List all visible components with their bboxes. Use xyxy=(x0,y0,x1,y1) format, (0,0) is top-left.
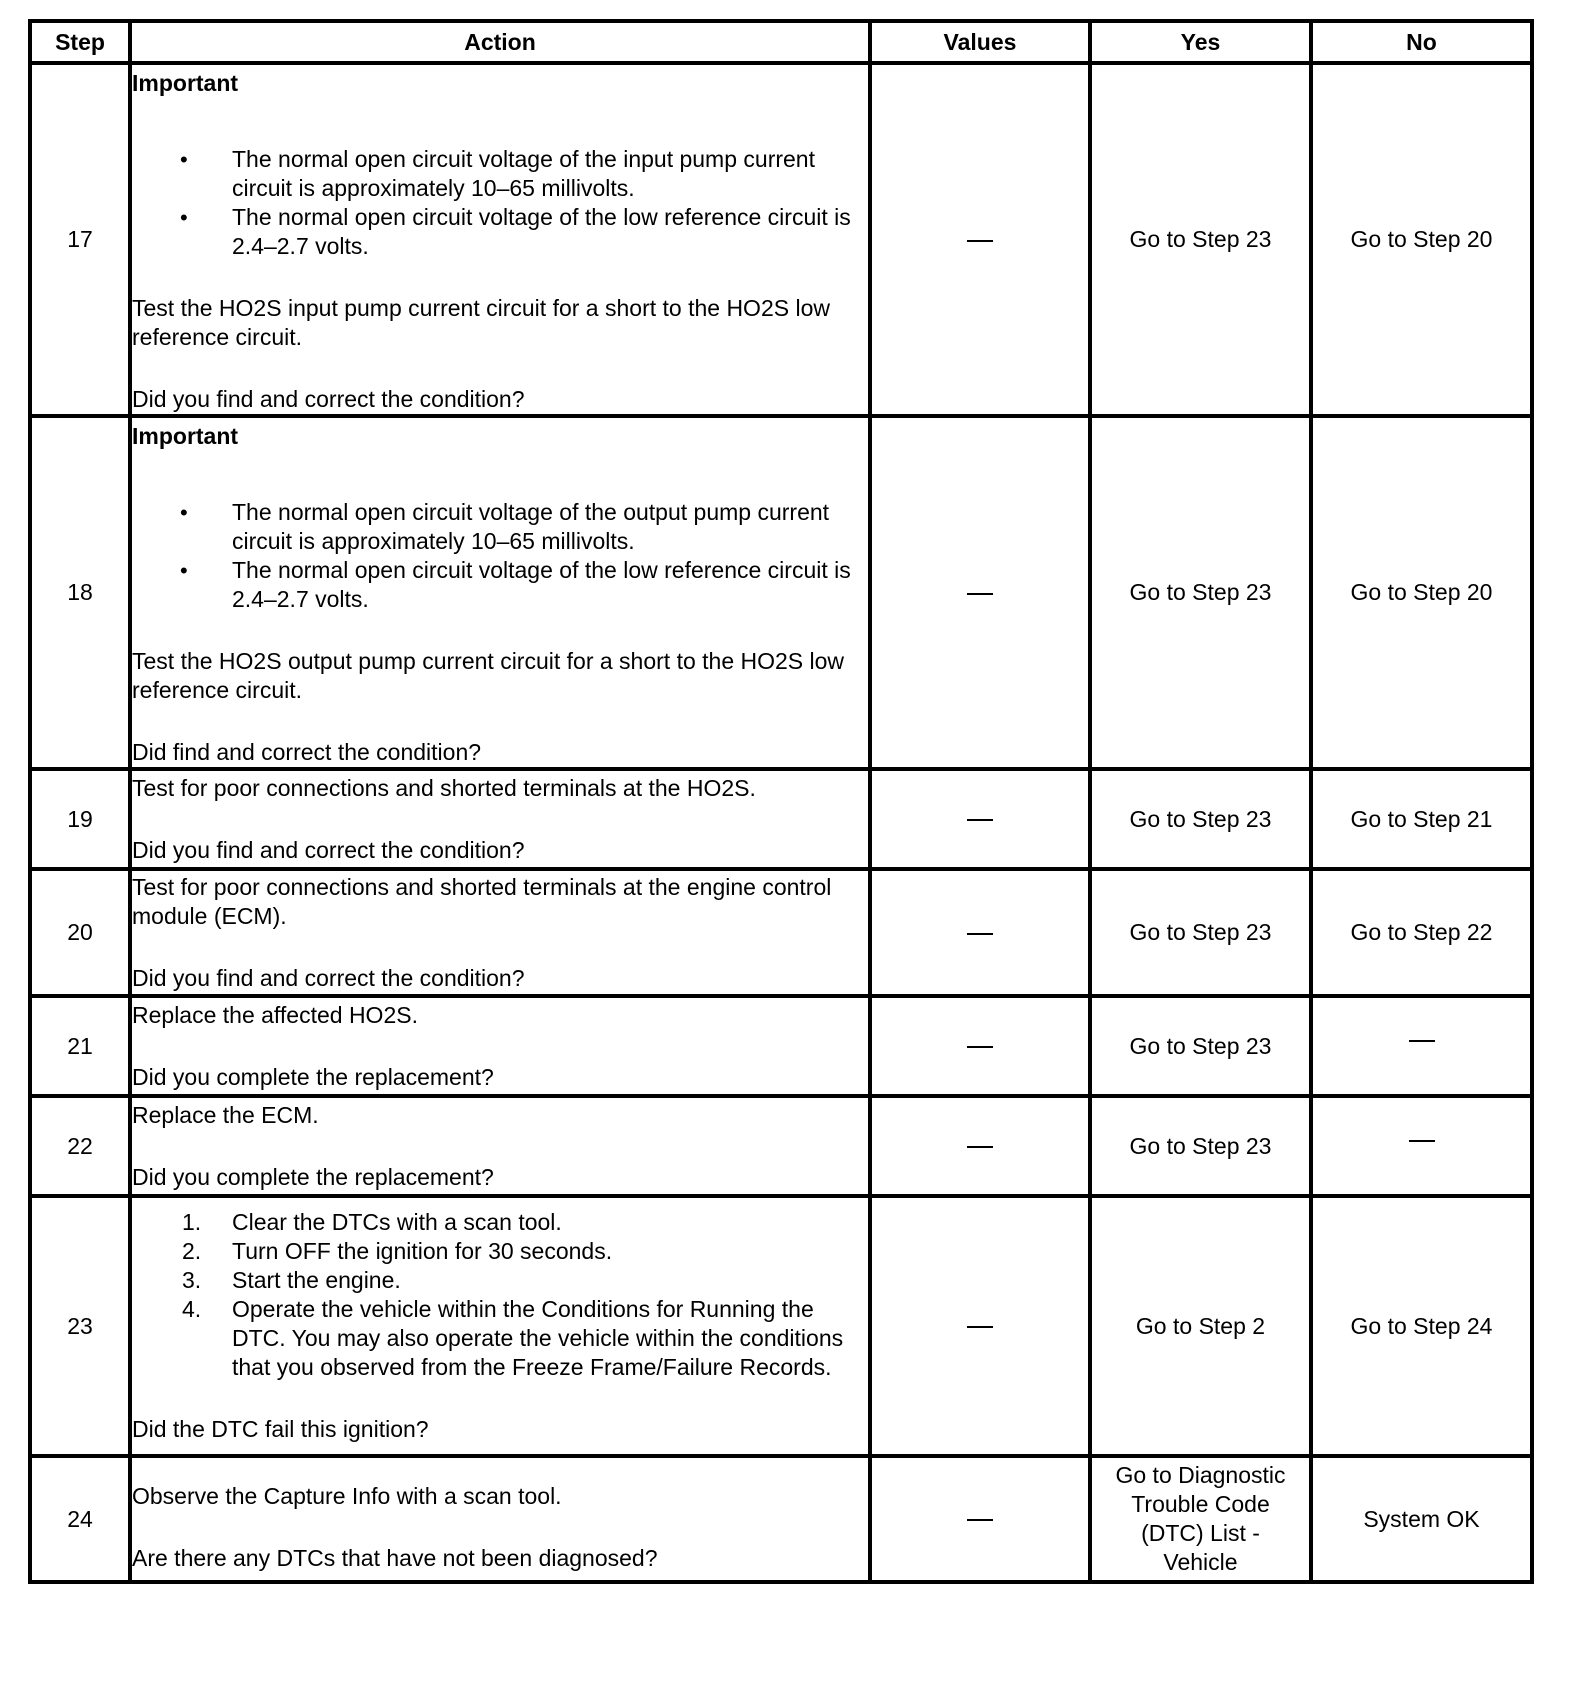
step-number: 22 xyxy=(30,1096,130,1196)
action-cell xyxy=(130,416,870,769)
values-cell xyxy=(870,769,1090,869)
action-text: Test for poor connections and shorted terminals at the engine control module (ECM). xyxy=(132,873,832,929)
no-cell: Go to Step 20 xyxy=(1311,63,1532,416)
action-question: Did find and correct the condition? xyxy=(132,739,482,765)
action-text: Observe the Capture Info with a scan tool. xyxy=(132,1482,562,1509)
action-cell xyxy=(130,996,870,1096)
dash-mark xyxy=(967,1519,993,1521)
step-number: 18 xyxy=(30,416,130,769)
important-label: Important xyxy=(132,70,239,96)
dash-mark xyxy=(967,240,993,242)
action-cell xyxy=(130,1096,870,1196)
numbered-item xyxy=(132,1266,868,1295)
values-cell xyxy=(870,996,1090,1096)
step-number: 19 xyxy=(30,769,130,869)
table-row xyxy=(30,869,1532,996)
action-question: Did you find and correct the condition? xyxy=(132,836,525,863)
numbered-item xyxy=(132,1237,868,1266)
values-cell xyxy=(870,63,1090,416)
yes-cell: Go to Step 23 xyxy=(1090,416,1311,769)
no-cell: System OK xyxy=(1311,1456,1532,1582)
no-cell: Go to Step 22 xyxy=(1311,869,1532,996)
numbered-item xyxy=(132,1295,868,1382)
step-number: 23 xyxy=(30,1196,130,1456)
action-question: Did you find and correct the condition? xyxy=(132,964,525,991)
table-row xyxy=(30,996,1532,1096)
no-cell xyxy=(1311,1096,1532,1196)
action-cell xyxy=(130,869,870,996)
item-number: 3. xyxy=(182,1267,202,1293)
bullet-item: • The normal open circuit voltage of the output pump current circuit is approximately 10–65 millivolts. xyxy=(132,498,868,556)
item-text: Operate the vehicle within the Conditions for Running the DTC. You may also operate the vehicle within the conditions that you observed from the Freeze Frame/Failure Records. xyxy=(232,1296,844,1380)
step-number: 21 xyxy=(30,996,130,1096)
header-values: Values xyxy=(870,21,1090,63)
bullet-list xyxy=(132,145,868,261)
action-cell xyxy=(130,769,870,869)
dash-mark xyxy=(967,933,993,935)
header-no: No xyxy=(1311,21,1532,63)
header-yes: Yes xyxy=(1090,21,1311,63)
numbered-item xyxy=(132,1208,868,1237)
no-cell: Go to Step 21 xyxy=(1311,769,1532,869)
header-action: Action xyxy=(130,21,870,63)
yes-cell: Go to Step 23 xyxy=(1090,996,1311,1096)
yes-cell: Go to Step 23 xyxy=(1090,1096,1311,1196)
values-cell xyxy=(870,416,1090,769)
dash-mark xyxy=(967,1046,993,1048)
dash-mark xyxy=(967,819,993,821)
item-text: Start the engine. xyxy=(232,1267,401,1293)
values-cell xyxy=(870,869,1090,996)
step-number: 24 xyxy=(30,1456,130,1582)
yes-cell: Go to Step 2 xyxy=(1090,1196,1311,1456)
dash-mark xyxy=(967,1326,993,1328)
action-question: Did the DTC fail this ignition? xyxy=(132,1416,429,1442)
action-text: Replace the affected HO2S. xyxy=(132,1001,418,1028)
numbered-list xyxy=(132,1208,868,1382)
action-question: Did you find and correct the condition? xyxy=(132,386,525,412)
values-cell xyxy=(870,1196,1090,1456)
table-row xyxy=(30,769,1532,869)
dash-mark xyxy=(967,1146,993,1148)
values-cell xyxy=(870,1096,1090,1196)
action-text: Test the HO2S output pump current circuit for a short to the HO2S low reference circuit. xyxy=(132,648,845,703)
step-number: 20 xyxy=(30,869,130,996)
bullet-item: • The normal open circuit voltage of the low reference circuit is 2.4–2.7 volts. xyxy=(132,556,868,614)
action-question: Are there any DTCs that have not been diagnosed? xyxy=(132,1544,658,1571)
header-step: Step xyxy=(30,21,130,63)
table-row xyxy=(30,63,1532,416)
action-text: Test the HO2S input pump current circuit for a short to the HO2S low reference circuit. xyxy=(132,295,830,350)
step-number: 17 xyxy=(30,63,130,416)
bullet-list xyxy=(132,498,868,614)
table-row xyxy=(30,1096,1532,1196)
action-question: Did you complete the replacement? xyxy=(132,1063,494,1090)
action-text: Test for poor connections and shorted terminals at the HO2S. xyxy=(132,774,756,801)
no-cell xyxy=(1311,996,1532,1096)
action-text: Replace the ECM. xyxy=(132,1101,319,1128)
action-cell xyxy=(130,1456,870,1582)
yes-cell: Go to Step 23 xyxy=(1090,769,1311,869)
important-label: Important xyxy=(132,423,239,449)
bullet-item: • The normal open circuit voltage of the input pump current circuit is approximately 10–65 millivolts. xyxy=(132,145,868,203)
dash-mark xyxy=(1409,1140,1435,1142)
action-cell xyxy=(130,1196,870,1456)
table-row xyxy=(30,1196,1532,1456)
values-cell xyxy=(870,1456,1090,1582)
item-number: 2. xyxy=(182,1238,202,1264)
no-cell: Go to Step 20 xyxy=(1311,416,1532,769)
bullet-item: • The normal open circuit voltage of the low reference circuit is 2.4–2.7 volts. xyxy=(132,203,868,261)
diagnostic-table xyxy=(28,19,1534,1584)
dash-mark xyxy=(1409,1040,1435,1042)
header-row xyxy=(30,21,1532,63)
yes-cell: Go to Step 23 xyxy=(1090,869,1311,996)
action-question: Did you complete the replacement? xyxy=(132,1163,494,1190)
yes-cell: Go to Step 23 xyxy=(1090,63,1311,416)
item-text: Turn OFF the ignition for 30 seconds. xyxy=(232,1238,613,1264)
dash-mark xyxy=(967,593,993,595)
item-number: 4. xyxy=(182,1296,202,1322)
yes-cell: Go to Diagnostic Trouble Code (DTC) List - Vehicle xyxy=(1090,1456,1311,1582)
no-cell: Go to Step 24 xyxy=(1311,1196,1532,1456)
table-row xyxy=(30,1456,1532,1582)
action-cell xyxy=(130,63,870,416)
table-row xyxy=(30,416,1532,769)
item-text: Clear the DTCs with a scan tool. xyxy=(232,1209,562,1235)
item-number: 1. xyxy=(182,1209,202,1235)
